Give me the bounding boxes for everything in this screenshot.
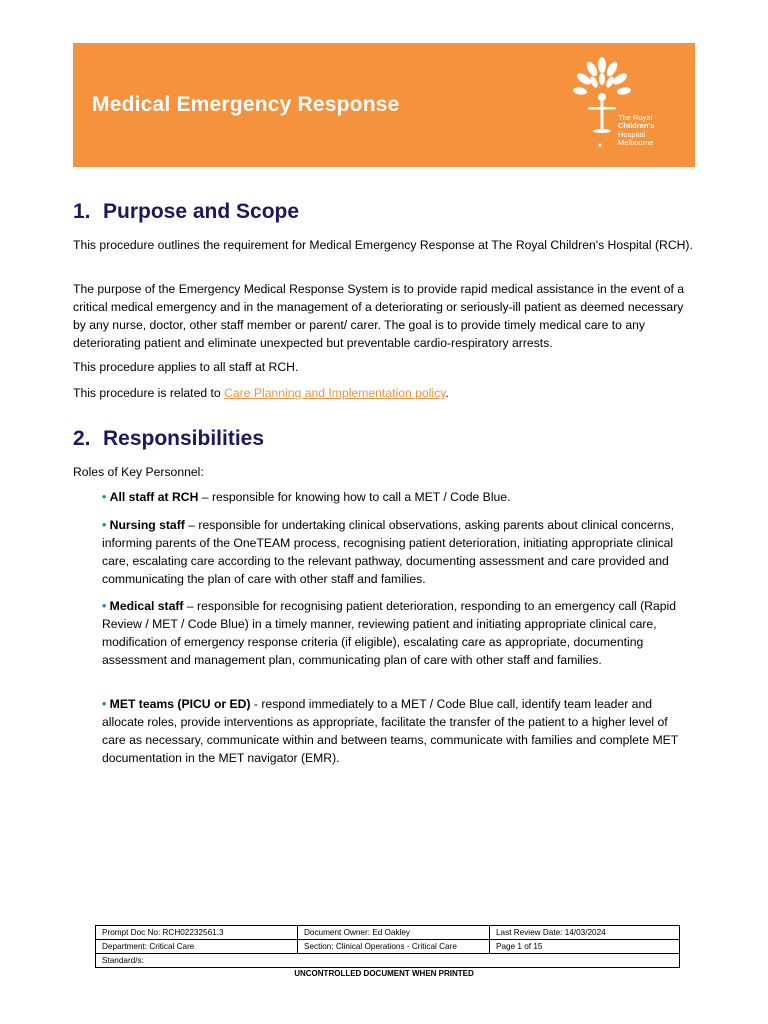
list-item: • Medical staff – responsible for recognising patient deterioration, responding to an emergency call (Rapid Review / MET / Code Blue) in a timely manner, reviewing patient and initiating appropriate clinical care, modification of emergency response criteria (if eligible), escalating care as appropriate, documenting assessment and management plan, communicating plan of care with other staff and families. (102, 599, 677, 667)
doc-owner-cell: Document Owner: Ed Oakley (298, 926, 490, 940)
purpose-paragraph-4: This procedure is related to Care Planning and Implementation policy. (73, 386, 449, 400)
list-item: • All staff at RCH – responsible for knowing how to call a MET / Code Blue. (102, 490, 511, 504)
review-date-cell: Last Review Date: 14/03/2024 (490, 926, 680, 940)
document-title: Medical Emergency Response (92, 93, 400, 116)
uncontrolled-notice: UNCONTROLLED DOCUMENT WHEN PRINTED (294, 969, 474, 978)
standards-cell: Standard/s: (96, 954, 680, 968)
document-control-table (95, 925, 680, 968)
care-planning-policy-link[interactable]: Care Planning and Implementation policy (224, 386, 446, 400)
section-heading-purpose: 1. Purpose and Scope (73, 200, 300, 223)
department-cell: Department: Critical Care (96, 940, 298, 954)
doc-number-cell: Prompt Doc No: RCH02232561.3 (96, 926, 298, 940)
section-cell: Section: Clinical Operations - Critical Care (298, 940, 490, 954)
list-item: • Nursing staff – responsible for undertaking clinical observations, asking parents about clinical concerns, informing parents of the OneTEAM process, recognising patient deterioration, initiating appropriate clinical care, escalating care according to the relevant pathway, documenting assessment and care provided and communicating the plan of care with other staff and families. (102, 518, 674, 586)
table-row (96, 940, 680, 954)
bullet-icon: • (102, 490, 107, 504)
bullet-icon: • (102, 599, 107, 613)
purpose-paragraph-1: This procedure outlines the requirement for Medical Emergency Response at The Royal Children's Hospital (RCH). (73, 238, 693, 252)
rch-logo (570, 55, 670, 157)
bullet-icon: • (102, 697, 107, 711)
logo-wordmark: The Royal Children's Hospital Melbourne (618, 113, 655, 148)
section-heading-responsibilities: 2. Responsibilities (73, 427, 265, 450)
list-item: • MET teams (PICU or ED) - respond immediately to a MET / Code Blue call, identify team leader and allocate roles, provide interventions as appropriate, facilitate the transfer of the patient to a higher level of care as necessary, communicate within and between teams, communicate with families and complete MET documentation in the MET navigator (EMR). (102, 697, 679, 765)
responsibilities-intro: Roles of Key Personnel: (73, 465, 204, 479)
purpose-paragraph-3: This procedure applies to all staff at RCH. (73, 360, 299, 374)
table-row (96, 954, 680, 968)
purpose-paragraph-2: The purpose of the Emergency Medical Response System is to provide rapid medical assistance in the event of a critical medical emergency and in the management of a deteriorating or seriously-ill patient as deemed necessary by any nurse, doctor, other staff member or parent/ carer. The goal is to provide timely medical care to any deteriorating patient and eliminate unexpected but preventable cardio-respiratory arrests. (73, 282, 685, 350)
header-banner (73, 43, 695, 167)
bullet-icon: • (102, 518, 107, 532)
table-row (96, 926, 680, 940)
page-number-cell: Page 1 of 15 (490, 940, 680, 954)
